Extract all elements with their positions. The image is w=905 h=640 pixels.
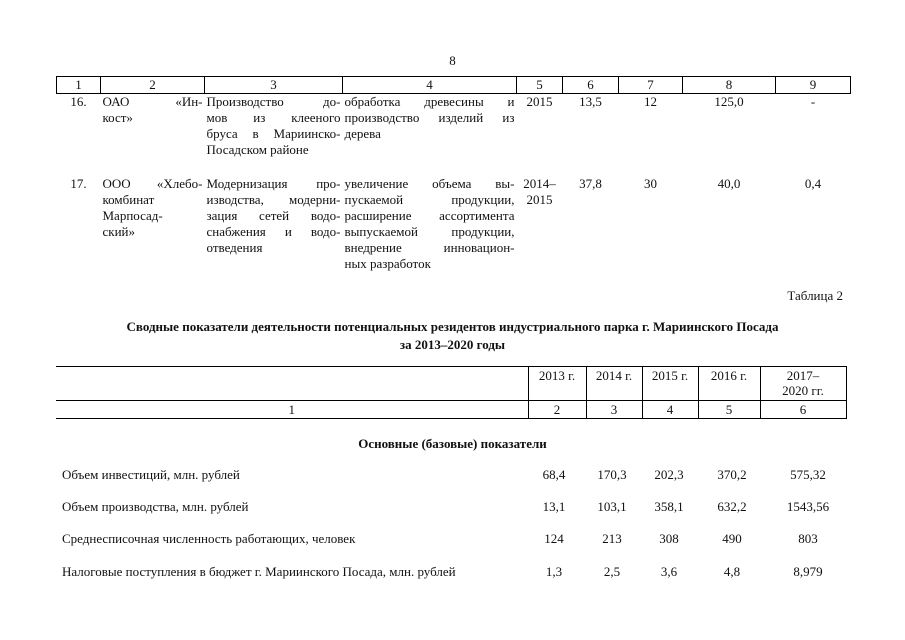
table-title-line: Сводные показатели деятельности потенциальных резидентов индустриального парка г. Мариинского Посада [126,319,779,334]
indicator-label: Налоговые поступления в бюджет г. Мариинского Посада, млн. рублей [62,564,456,579]
year-header: 2014 г. [586,367,642,401]
indicator-value: 68,4 [542,467,566,482]
year-header: 2016 г. [698,367,760,401]
cell-line: ский» [102,223,135,239]
indicator-value: 490 [722,531,742,546]
section-heading: Основные (базовые) показатели [358,436,547,451]
organization-cell [101,94,205,176]
cell-line: увеличение объема вы- [344,175,515,191]
column-number: 5 [698,401,760,419]
cell-line: Марпосад- [102,207,163,223]
table-row [57,94,851,176]
cell-line: ООО «Хлебо- [102,175,203,191]
cell-line: обработка древесины и [344,94,515,109]
indicator-value: 124 [544,531,564,546]
cell-line: расширение ассортимента [344,207,515,223]
empty-header-cell [56,367,528,401]
table-title-line: за 2013–2020 годы [399,337,506,352]
cell-line: ных разработок [344,255,431,271]
value-cell: 12 [644,94,657,109]
cell-line: Производство до- [206,94,341,109]
value-cell: 30 [644,175,657,191]
indicator-value: 2,5 [603,564,621,579]
value-cell: - [810,94,816,109]
cell-line: Посадском районе [206,142,309,157]
cell-line: бруса в Мариинско- [206,126,341,141]
table-row [57,176,851,272]
cell-line: 2015 [526,191,553,207]
year-header [760,367,846,401]
column-number: 2 [528,401,586,419]
activity-cell [343,176,517,272]
indicator-label: Объем инвестиций, млн. рублей [62,467,240,482]
summary-table-header [56,366,847,419]
column-number: 5 [517,77,563,94]
indicator-value: 170,3 [597,467,627,482]
cell-line: мов из клееного [206,110,341,125]
column-number: 8 [683,77,776,94]
indicator-value: 370,2 [717,467,747,482]
column-number: 1 [56,401,528,419]
column-number: 2 [101,77,205,94]
value-cell: 13,5 [579,94,602,109]
indicator-value: 202,3 [654,467,684,482]
indicator-value: 1543,56 [786,499,830,514]
projects-table [56,76,851,272]
cell-line: ОАО «Ин- [102,94,203,109]
column-number: 6 [760,401,846,419]
row-number: 17. [70,175,87,191]
column-number: 6 [563,77,619,94]
indicator-label: Среднесписочная численность работающих, человек [62,531,356,546]
activity-cell [343,94,517,176]
years-cell [517,94,563,176]
project-cell [205,94,343,176]
table-header-row [57,77,851,94]
column-number: 4 [642,401,698,419]
column-number: 7 [619,77,683,94]
value-cell: 40,0 [717,175,741,191]
indicator-value: 8,979 [793,564,823,579]
cell-line: зация сетей водо- [206,207,341,223]
project-cell [205,176,343,272]
column-number-row [56,401,846,419]
indicator-value: 4,8 [723,564,741,579]
indicator-label: Объем производства, млн. рублей [62,499,249,514]
column-number: 3 [205,77,343,94]
indicator-value: 3,6 [660,564,678,579]
indicator-value: 1,3 [545,564,563,579]
indicator-value: 213 [602,531,622,546]
value-cell: 37,8 [579,175,602,191]
indicator-value: 803 [798,531,818,546]
cell-line: внедрение инновацион- [344,239,515,255]
indicator-value: 13,1 [542,499,566,514]
cell-line: 2015 [526,94,553,109]
year-header: 2013 г. [528,367,586,401]
table-title [0,318,905,354]
years-cell [517,176,563,272]
cell-line: 2014– [523,175,556,191]
cell-line: Модернизация про- [206,175,341,191]
page-number: 8 [449,53,456,68]
cell-line: выпускаемой продукции, [344,223,515,239]
value-cell: 125,0 [714,94,744,109]
organization-cell [101,176,205,272]
cell-line: производство изделий из [344,110,515,125]
indicator-value: 103,1 [597,499,627,514]
cell-line: отведения [206,239,263,255]
cell-line: дерева [344,126,381,141]
cell-line: комбинат [102,191,155,207]
cell-line: кост» [102,110,133,125]
indicator-value: 308 [659,531,679,546]
indicator-value: 575,32 [790,467,826,482]
cell-line: пускаемой продукции, [344,191,515,207]
year-header: 2015 г. [642,367,698,401]
value-cell: 0,4 [804,175,822,191]
column-number: 1 [57,77,101,94]
year-header-line: 2017– [786,368,820,383]
row-number: 16. [70,94,87,109]
cell-line: снабжения и водо- [206,223,341,239]
table-label: Таблица 2 [787,288,843,303]
column-number: 9 [776,77,851,94]
cell-line: изводства, модерни- [206,191,341,207]
table-header-row [56,367,846,401]
indicator-value: 632,2 [717,499,747,514]
column-number: 4 [343,77,517,94]
indicator-value: 358,1 [654,499,684,514]
year-header-line: 2020 гг. [782,383,824,398]
column-number: 3 [586,401,642,419]
